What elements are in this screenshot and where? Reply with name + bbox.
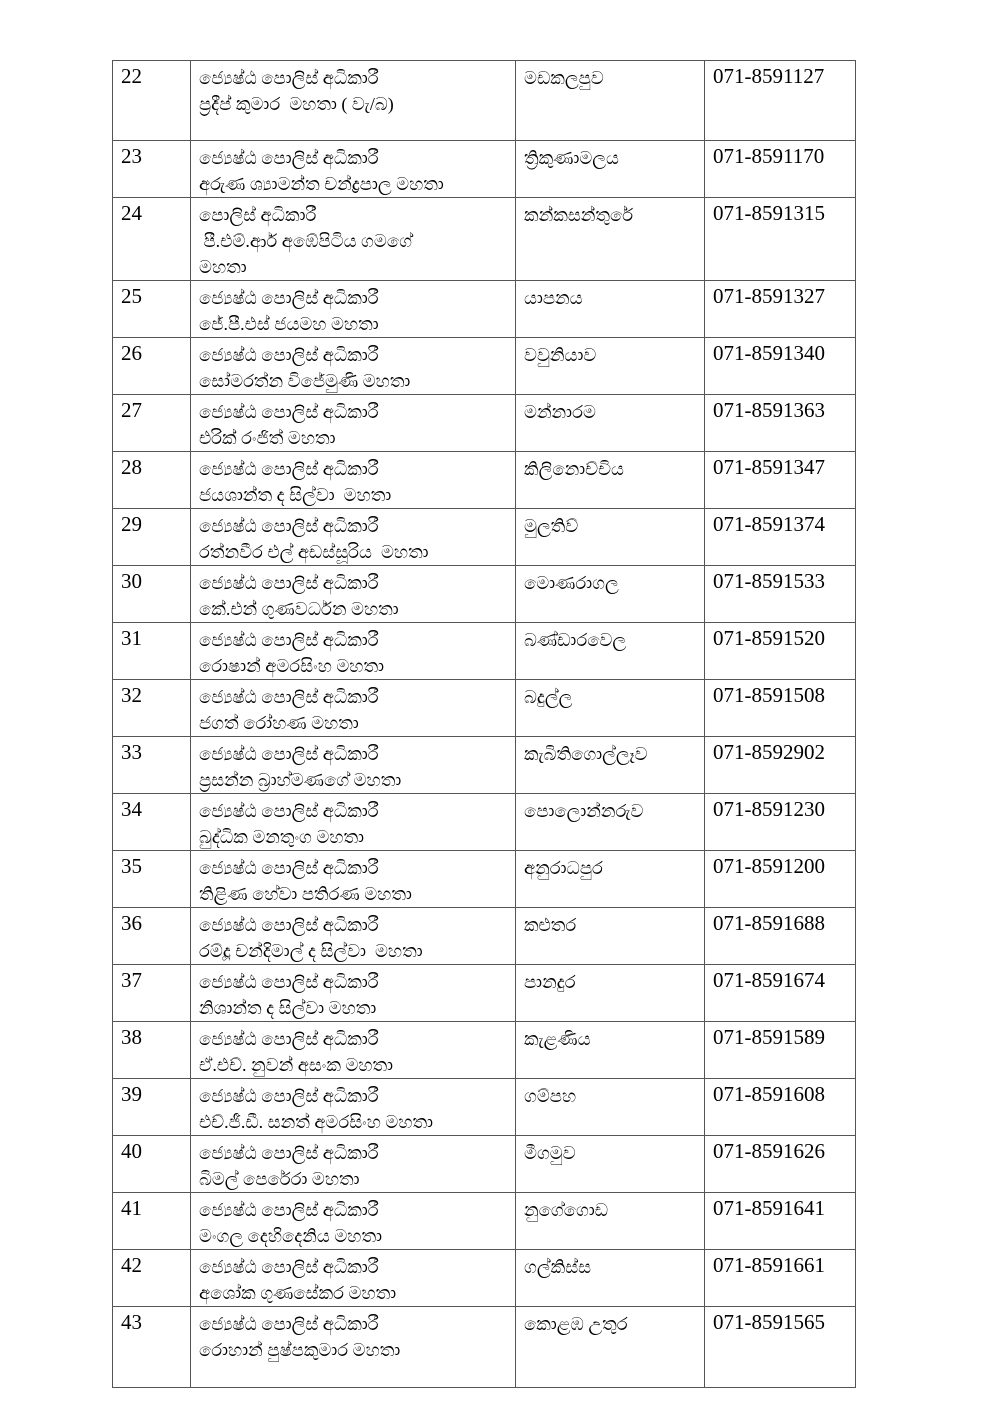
phone-cell	[705, 509, 856, 566]
table-row	[113, 61, 856, 141]
station-name: කැබිතිගොල්ලෑව	[524, 744, 648, 764]
row-number-cell	[113, 1250, 191, 1307]
station-cell	[516, 338, 705, 395]
officer-name: ප්‍රසන්න බ්‍රාහ්මණගේ මහතා	[199, 770, 402, 790]
station-name: වවුනියාව	[524, 345, 597, 365]
row-number: 39	[121, 1082, 142, 1106]
station-cell	[516, 794, 705, 851]
phone-number: 071-8591674	[713, 968, 825, 992]
phone-number: 071-8591589	[713, 1025, 825, 1049]
row-number: 42	[121, 1253, 142, 1277]
officer-cell	[191, 1193, 516, 1250]
station-cell	[516, 1250, 705, 1307]
phone-number: 071-8592902	[713, 740, 825, 764]
station-cell	[516, 1022, 705, 1079]
officer-name: කේ.එන් ගුණවර්ධන මහතා	[199, 599, 399, 619]
officer-name: ප්‍රදීප් කුමාර මහතා ( වැ/බ)	[199, 94, 394, 114]
phone-number: 071-8591641	[713, 1196, 825, 1220]
station-name: කළුතර	[524, 915, 577, 935]
station-cell	[516, 61, 705, 141]
row-number-cell	[113, 1193, 191, 1250]
officer-name: එරික් රංජිත් මහතා	[199, 428, 336, 448]
row-number-cell	[113, 141, 191, 198]
phone-cell	[705, 908, 856, 965]
table-row	[113, 338, 856, 395]
station-name: නුගේගොඩ	[524, 1200, 609, 1220]
row-number: 23	[121, 144, 142, 168]
phone-number: 071-8591520	[713, 626, 825, 650]
officer-cell	[191, 1022, 516, 1079]
officer-rank: ජ්‍යෙෂ්ඨ පොලිස් අධිකාරී	[199, 687, 379, 707]
officer-rank: ජ්‍යෙෂ්ඨ පොලිස් අධිකාරී	[199, 288, 379, 308]
officer-cell	[191, 737, 516, 794]
officer-cell	[191, 1136, 516, 1193]
phone-number: 071-8591608	[713, 1082, 825, 1106]
station-name: ත්‍රිකුණාමලය	[524, 148, 619, 168]
officer-cell	[191, 1307, 516, 1388]
row-number-cell	[113, 452, 191, 509]
phone-cell	[705, 1250, 856, 1307]
phone-cell	[705, 281, 856, 338]
officer-cell	[191, 680, 516, 737]
row-number-cell	[113, 965, 191, 1022]
phone-number: 071-8591374	[713, 512, 825, 536]
row-number: 31	[121, 626, 142, 650]
table-row	[113, 281, 856, 338]
row-number-cell	[113, 1079, 191, 1136]
phone-cell	[705, 566, 856, 623]
station-cell	[516, 1307, 705, 1388]
station-name: කොළඹ උතුර	[524, 1314, 628, 1334]
row-number-cell	[113, 1136, 191, 1193]
table-row	[113, 1022, 856, 1079]
officer-rank: ජ්‍යෙෂ්ඨ පොලිස් අධිකාරී	[199, 148, 379, 168]
officer-rank: ජ්‍යෙෂ්ඨ පොලිස් අධිකාරී	[199, 573, 379, 593]
phone-cell	[705, 737, 856, 794]
officer-rank: ජ්‍යෙෂ්ඨ පොලිස් අධිකාරී	[199, 630, 379, 650]
table-row	[113, 1307, 856, 1388]
officer-rank: ජ්‍යෙෂ්ඨ පොලිස් අධිකාරී	[199, 801, 379, 821]
row-number-cell	[113, 1307, 191, 1388]
officer-name: තිළිණ හේවා පතිරණ මහතා	[199, 884, 412, 904]
row-number: 33	[121, 740, 142, 764]
table-row	[113, 395, 856, 452]
row-number: 29	[121, 512, 142, 536]
officer-cell	[191, 566, 516, 623]
station-cell	[516, 566, 705, 623]
officer-rank: ජ්‍යෙෂ්ඨ පොලිස් අධිකාරී	[199, 1029, 379, 1049]
row-number: 41	[121, 1196, 142, 1220]
phone-cell	[705, 1136, 856, 1193]
row-number-cell	[113, 198, 191, 281]
officer-cell	[191, 1079, 516, 1136]
row-number: 40	[121, 1139, 142, 1163]
row-number: 22	[121, 64, 142, 88]
phone-cell	[705, 141, 856, 198]
row-number: 36	[121, 911, 142, 935]
row-number: 38	[121, 1025, 142, 1049]
station-name: මඩකලපුව	[524, 68, 604, 88]
station-name: පානදුර	[524, 972, 576, 992]
officer-name: මංගල දෙහිදෙනිය මහතා	[199, 1226, 382, 1246]
phone-number: 071-8591347	[713, 455, 825, 479]
officer-rank: පොලිස් අධිකාරී	[199, 205, 317, 225]
row-number: 30	[121, 569, 142, 593]
table-row	[113, 737, 856, 794]
officer-name: නිශාන්ත ද සිල්වා මහතා	[199, 998, 377, 1018]
row-number-cell	[113, 338, 191, 395]
officer-name: එච්.ජී.ඩී. සනත් අමරසිංහ මහතා	[199, 1112, 434, 1132]
officers-table-body	[113, 61, 856, 1388]
row-number-cell	[113, 680, 191, 737]
station-cell	[516, 198, 705, 281]
phone-cell	[705, 680, 856, 737]
row-number-cell	[113, 281, 191, 338]
phone-cell	[705, 965, 856, 1022]
officer-name: ඒ.එච්. නුවන් අසංක මහතා	[199, 1055, 394, 1075]
phone-cell	[705, 395, 856, 452]
officer-cell	[191, 281, 516, 338]
officers-table	[112, 60, 856, 1388]
row-number: 27	[121, 398, 142, 422]
phone-number: 071-8591661	[713, 1253, 825, 1277]
row-number-cell	[113, 851, 191, 908]
station-name: මන්නාරම	[524, 402, 596, 422]
table-row	[113, 623, 856, 680]
officer-rank: ජ්‍යෙෂ්ඨ පොලිස් අධිකාරී	[199, 1200, 379, 1220]
phone-number: 071-8591688	[713, 911, 825, 935]
officer-rank: ජ්‍යෙෂ්ඨ පොලිස් අධිකාරී	[199, 402, 379, 422]
station-name: අනුරාධපුර	[524, 858, 603, 878]
row-number-cell	[113, 61, 191, 141]
phone-cell	[705, 198, 856, 281]
row-number-cell	[113, 623, 191, 680]
station-cell	[516, 851, 705, 908]
station-name: කන්කසන්තුරේ	[524, 205, 634, 225]
table-row	[113, 1250, 856, 1307]
station-cell	[516, 737, 705, 794]
row-number: 43	[121, 1310, 142, 1334]
phone-cell	[705, 452, 856, 509]
phone-cell	[705, 794, 856, 851]
officer-name: රම්දූ චන්දිමාල් ද සිල්වා මහතා	[199, 941, 423, 961]
station-name: මුලතිව්	[524, 516, 579, 536]
phone-cell	[705, 851, 856, 908]
station-name: පොලොන්නරුව	[524, 801, 644, 821]
phone-cell	[705, 1307, 856, 1388]
phone-cell	[705, 1022, 856, 1079]
officer-name: රත්නවීර එල් අඩස්සූරිය මහතා	[199, 542, 429, 562]
station-name: බණ්ඩාරවෙල	[524, 630, 627, 650]
row-number: 24	[121, 201, 142, 225]
station-name: මීගමුව	[524, 1143, 576, 1163]
row-number: 28	[121, 455, 142, 479]
officer-cell	[191, 198, 516, 281]
table-row	[113, 851, 856, 908]
row-number: 32	[121, 683, 142, 707]
table-row	[113, 1136, 856, 1193]
phone-cell	[705, 61, 856, 141]
table-row	[113, 794, 856, 851]
officer-rank: ජ්‍යෙෂ්ඨ පොලිස් අධිකාරී	[199, 345, 379, 365]
officer-cell	[191, 452, 516, 509]
officer-cell	[191, 794, 516, 851]
station-cell	[516, 1079, 705, 1136]
phone-cell	[705, 338, 856, 395]
station-name: ගම්පහ	[524, 1086, 577, 1106]
row-number-cell	[113, 908, 191, 965]
row-number-cell	[113, 737, 191, 794]
table-row	[113, 566, 856, 623]
officer-rank: ජ්‍යෙෂ්ඨ පොලිස් අධිකාරී	[199, 1086, 379, 1106]
row-number: 25	[121, 284, 142, 308]
station-name: කැළණිය	[524, 1029, 591, 1049]
station-cell	[516, 509, 705, 566]
phone-number: 071-8591230	[713, 797, 825, 821]
station-cell	[516, 281, 705, 338]
station-cell	[516, 908, 705, 965]
officer-rank: ජ්‍යෙෂ්ඨ පොලිස් අධිකාරී	[199, 915, 379, 935]
station-cell	[516, 680, 705, 737]
officer-cell	[191, 1250, 516, 1307]
table-row	[113, 198, 856, 281]
station-cell	[516, 141, 705, 198]
station-name: ගල්කිස්ස	[524, 1257, 592, 1277]
officer-name: අරුණ ශ්‍යාමන්ත චන්ද්‍රපාල මහතා	[199, 174, 444, 194]
row-number-cell	[113, 794, 191, 851]
table-row	[113, 509, 856, 566]
officer-rank: ජ්‍යෙෂ්ඨ පොලිස් අධිකාරී	[199, 858, 379, 878]
officer-cell	[191, 851, 516, 908]
station-name: බදුල්ල	[524, 687, 573, 707]
officer-name: බිමල් පෙරේරා මහතා	[199, 1169, 360, 1189]
phone-number: 071-8591200	[713, 854, 825, 878]
table-row	[113, 1079, 856, 1136]
station-cell	[516, 395, 705, 452]
officer-rank: ජ්‍යෙෂ්ඨ පොලිස් අධිකාරී	[199, 1257, 379, 1277]
row-number: 35	[121, 854, 142, 878]
officer-cell	[191, 338, 516, 395]
station-cell	[516, 452, 705, 509]
table-row	[113, 680, 856, 737]
officer-name-continued: මහතා	[199, 257, 247, 277]
officer-cell	[191, 509, 516, 566]
phone-number: 071-8591170	[713, 144, 825, 168]
phone-number: 071-8591626	[713, 1139, 825, 1163]
phone-number: 071-8591327	[713, 284, 825, 308]
phone-cell	[705, 1193, 856, 1250]
officer-cell	[191, 623, 516, 680]
table-row	[113, 908, 856, 965]
officer-cell	[191, 141, 516, 198]
row-number-cell	[113, 509, 191, 566]
officer-rank: ජ්‍යෙෂ්ඨ පොලිස් අධිකාරී	[199, 1143, 379, 1163]
phone-number: 071-8591363	[713, 398, 825, 422]
officer-name: ජේ.පී.එස් ජයමහ මහතා	[199, 314, 379, 334]
officer-cell	[191, 965, 516, 1022]
phone-number: 071-8591565	[713, 1310, 825, 1334]
table-row	[113, 452, 856, 509]
station-name: මොණරාගල	[524, 573, 619, 593]
officer-rank: ජ්‍යෙෂ්ඨ පොලිස් අධිකාරී	[199, 459, 379, 479]
phone-number: 071-8591508	[713, 683, 825, 707]
officer-name: රොහාන් පුෂ්පකුමාර මහතා	[199, 1340, 401, 1360]
officer-rank: ජ්‍යෙෂ්ඨ පොලිස් අධිකාරී	[199, 744, 379, 764]
phone-cell	[705, 1079, 856, 1136]
officer-cell	[191, 395, 516, 452]
officer-name: ජගත් රෝහණ මහතා	[199, 713, 359, 733]
row-number-cell	[113, 566, 191, 623]
table-row	[113, 965, 856, 1022]
officer-cell	[191, 908, 516, 965]
station-name: යාපනය	[524, 288, 583, 308]
officer-name: අශෝක ගුණසේකර මහතා	[199, 1283, 397, 1303]
phone-number: 071-8591315	[713, 201, 825, 225]
row-number: 26	[121, 341, 142, 365]
officer-name: සෝමරත්න විජේමුණි මහතා	[199, 371, 411, 391]
phone-number: 071-8591533	[713, 569, 825, 593]
station-cell	[516, 965, 705, 1022]
officer-name: ජයශාන්ත ද සිල්වා මහතා	[199, 485, 392, 505]
row-number: 34	[121, 797, 142, 821]
station-cell	[516, 1193, 705, 1250]
officer-rank: ජ්‍යෙෂ්ඨ පොලිස් අධිකාරී	[199, 972, 379, 992]
officer-cell	[191, 61, 516, 141]
officer-name: රොෂාන් අමරසිංහ මහතා	[199, 656, 385, 676]
officer-rank: ජ්‍යෙෂ්ඨ පොලිස් අධිකාරී	[199, 68, 379, 88]
phone-cell	[705, 623, 856, 680]
officer-name: බුද්ධික මනතුංග මහතා	[199, 827, 365, 847]
officer-rank: ජ්‍යෙෂ්ඨ පොලිස් අධිකාරී	[199, 516, 379, 536]
station-name: කිලිනොච්චිය	[524, 459, 624, 479]
table-row	[113, 1193, 856, 1250]
table-row	[113, 141, 856, 198]
station-cell	[516, 623, 705, 680]
officer-name: පී.එම්.ආර් අඹේපිටිය ගමගේ	[199, 231, 412, 251]
officer-rank: ජ්‍යෙෂ්ඨ පොලිස් අධිකාරී	[199, 1314, 379, 1334]
phone-number: 071-8591340	[713, 341, 825, 365]
phone-number: 071-8591127	[713, 64, 825, 88]
row-number: 37	[121, 968, 142, 992]
station-cell	[516, 1136, 705, 1193]
row-number-cell	[113, 1022, 191, 1079]
row-number-cell	[113, 395, 191, 452]
